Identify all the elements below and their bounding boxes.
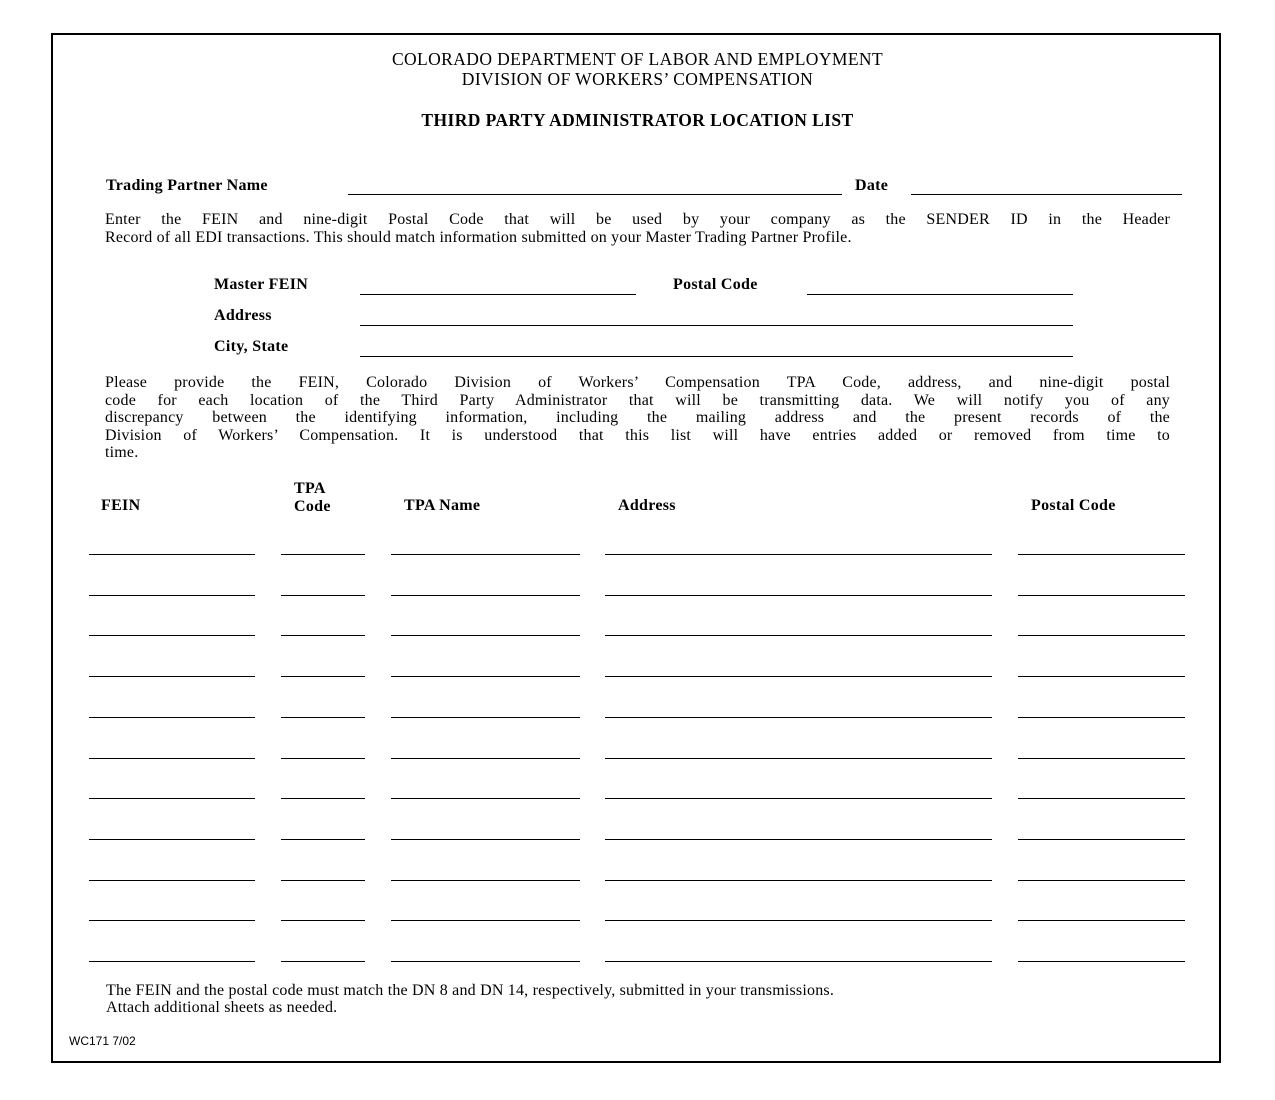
column-header-fein: FEIN <box>101 497 141 514</box>
master-address-label: Address <box>214 307 272 324</box>
master-fein-field[interactable] <box>360 294 636 295</box>
row-8-address-field[interactable] <box>605 839 992 840</box>
row-11-address-field[interactable] <box>605 961 992 962</box>
instructions-2-line-4: Division of Workers’ Compensation. It is understood that this list will have entries added or removed from time to <box>105 426 1170 444</box>
column-header-tpa-name: TPA Name <box>404 497 481 514</box>
row-5-address-field[interactable] <box>605 717 992 718</box>
row-11-tpa-code-field[interactable] <box>281 961 365 962</box>
agency-heading: COLORADO DEPARTMENT OF LABOR AND EMPLOYMENT <box>391 49 884 69</box>
row-1-postal-code-field[interactable] <box>1018 554 1185 555</box>
row-10-postal-code-field[interactable] <box>1018 920 1185 921</box>
row-5-postal-code-field[interactable] <box>1018 717 1185 718</box>
column-header-postal-code: Postal Code <box>1031 497 1116 514</box>
row-6-fein-field[interactable] <box>89 758 255 759</box>
row-5-tpa-code-field[interactable] <box>281 717 365 718</box>
row-11-tpa-name-field[interactable] <box>391 961 580 962</box>
form-number: WC171 7/02 <box>69 1034 136 1048</box>
instructions-1-line-2: Record of all EDI transactions. This should match information submitted on your Master Trading Partner Profile. <box>105 228 852 246</box>
date-label: Date <box>855 177 889 194</box>
master-address-field[interactable] <box>360 325 1073 326</box>
sender-id-instructions <box>105 211 1170 246</box>
row-4-address-field[interactable] <box>605 676 992 677</box>
row-10-tpa-code-field[interactable] <box>281 920 365 921</box>
row-5-tpa-name-field[interactable] <box>391 717 580 718</box>
master-fein-label: Master FEIN <box>214 276 309 293</box>
row-2-fein-field[interactable] <box>89 595 255 596</box>
row-8-postal-code-field[interactable] <box>1018 839 1185 840</box>
row-1-fein-field[interactable] <box>89 554 255 555</box>
row-1-address-field[interactable] <box>605 554 992 555</box>
row-3-address-field[interactable] <box>605 635 992 636</box>
row-4-postal-code-field[interactable] <box>1018 676 1185 677</box>
row-2-tpa-name-field[interactable] <box>391 595 580 596</box>
instructions-2-line-2: code for each location of the Third Party Administrator that will be transmitting data. We will notify you of any <box>105 391 1170 409</box>
instructions-2-line-5: time. <box>105 444 139 462</box>
row-6-postal-code-field[interactable] <box>1018 758 1185 759</box>
column-header-tpa-code <box>294 480 331 516</box>
row-3-fein-field[interactable] <box>89 635 255 636</box>
row-3-tpa-code-field[interactable] <box>281 635 365 636</box>
column-header-tpa-code-line-2: Code <box>294 498 331 515</box>
row-6-tpa-name-field[interactable] <box>391 758 580 759</box>
footer-line-2: Attach additional sheets as needed. <box>106 999 338 1016</box>
row-7-tpa-code-field[interactable] <box>281 798 365 799</box>
row-2-tpa-code-field[interactable] <box>281 595 365 596</box>
instructions-2-line-3: discrepancy between the identifying information, including the mailing address and the present records of the <box>105 409 1170 427</box>
row-1-tpa-code-field[interactable] <box>281 554 365 555</box>
footer-note <box>106 982 834 1016</box>
master-city-state-field[interactable] <box>360 356 1073 357</box>
row-9-fein-field[interactable] <box>89 880 255 881</box>
form-title: THIRD PARTY ADMINISTRATOR LOCATION LIST <box>421 110 854 130</box>
row-6-address-field[interactable] <box>605 758 992 759</box>
row-3-tpa-name-field[interactable] <box>391 635 580 636</box>
row-1-tpa-name-field[interactable] <box>391 554 580 555</box>
row-2-address-field[interactable] <box>605 595 992 596</box>
master-city-state-label: City, State <box>214 338 289 355</box>
column-header-address: Address <box>618 497 676 514</box>
row-7-tpa-name-field[interactable] <box>391 798 580 799</box>
row-10-tpa-name-field[interactable] <box>391 920 580 921</box>
footer-line-1: The FEIN and the postal code must match the DN 8 and DN 14, respectively, submitted in your transmissions. <box>106 982 835 999</box>
row-11-postal-code-field[interactable] <box>1018 961 1185 962</box>
trading-partner-name-field[interactable] <box>348 194 842 195</box>
row-5-fein-field[interactable] <box>89 717 255 718</box>
row-10-address-field[interactable] <box>605 920 992 921</box>
row-10-fein-field[interactable] <box>89 920 255 921</box>
row-8-tpa-name-field[interactable] <box>391 839 580 840</box>
row-9-postal-code-field[interactable] <box>1018 880 1185 881</box>
date-field[interactable] <box>911 194 1182 195</box>
column-header-tpa-code-line-1: TPA <box>294 480 326 497</box>
row-7-fein-field[interactable] <box>89 798 255 799</box>
row-3-postal-code-field[interactable] <box>1018 635 1185 636</box>
row-9-tpa-name-field[interactable] <box>391 880 580 881</box>
instructions-1-line-1: Enter the FEIN and nine-digit Postal Code that will be used by your company as the SENDER ID in the Header <box>105 211 1170 228</box>
instructions-2-line-1: Please provide the FEIN, Colorado Division of Workers’ Compensation TPA Code, address, and nine-digit postal <box>105 374 1170 391</box>
division-heading: DIVISION OF WORKERS’ COMPENSATION <box>461 69 814 89</box>
tpa-location-instructions <box>105 374 1170 462</box>
row-9-tpa-code-field[interactable] <box>281 880 365 881</box>
row-7-address-field[interactable] <box>605 798 992 799</box>
row-7-postal-code-field[interactable] <box>1018 798 1185 799</box>
row-6-tpa-code-field[interactable] <box>281 758 365 759</box>
row-8-fein-field[interactable] <box>89 839 255 840</box>
row-4-tpa-code-field[interactable] <box>281 676 365 677</box>
row-8-tpa-code-field[interactable] <box>281 839 365 840</box>
row-2-postal-code-field[interactable] <box>1018 595 1185 596</box>
row-4-tpa-name-field[interactable] <box>391 676 580 677</box>
master-postal-code-field[interactable] <box>807 294 1073 295</box>
row-4-fein-field[interactable] <box>89 676 255 677</box>
row-11-fein-field[interactable] <box>89 961 255 962</box>
trading-partner-name-label: Trading Partner Name <box>106 177 268 194</box>
row-9-address-field[interactable] <box>605 880 992 881</box>
master-postal-code-label: Postal Code <box>673 276 758 293</box>
